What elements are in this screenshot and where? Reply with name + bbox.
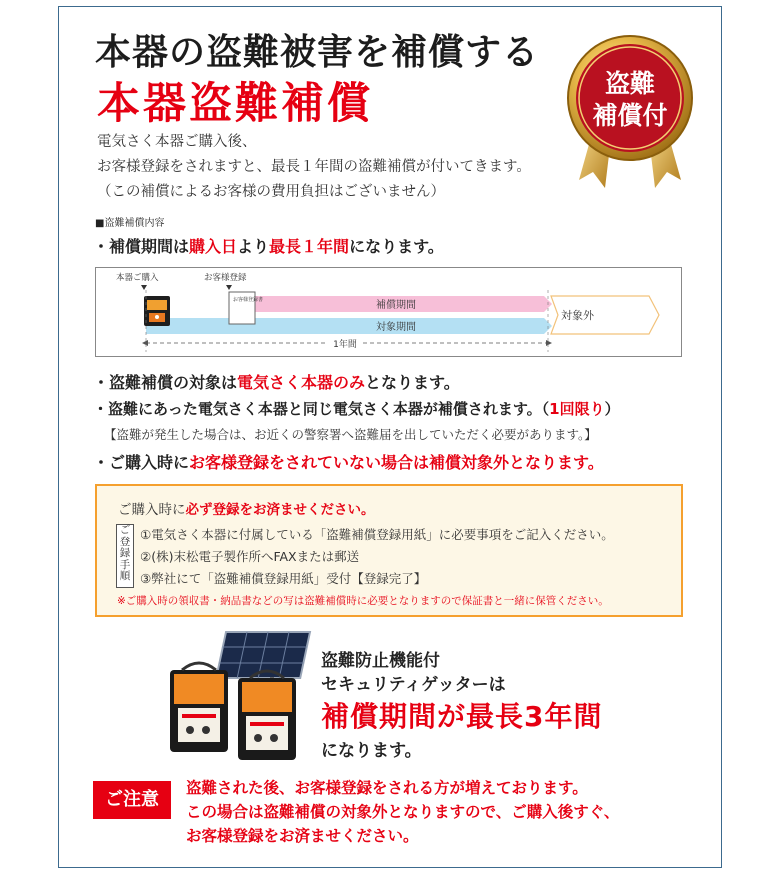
medal-line1: 盗難 [604, 69, 656, 98]
intro-text [97, 130, 531, 205]
procedure-heading [118, 498, 375, 518]
excluded-label: 対象外 [561, 309, 594, 322]
caution-line2: この場合は盗難補償の対象外となりますので、ご購入後すぐ、 [186, 803, 620, 821]
bullet3-prefix: ・盗難にあった電気さく本器と同じ電気さく本器が補償されます。（ [93, 400, 550, 418]
timeline-graphic [96, 268, 683, 358]
label-purchase: 本器ご購入 [116, 273, 159, 283]
bullet2-suffix: となります。 [365, 373, 460, 392]
bullet1-red2: 最長１年間 [269, 237, 350, 256]
solar-energizer-icon [166, 630, 316, 765]
purchase-marker-icon [141, 285, 147, 290]
bar-compensation-label: 補償期間 [376, 300, 416, 311]
bullet-registration-required [93, 450, 604, 473]
span-label: 1年間 [333, 340, 357, 350]
section-label: ■盗難補償内容 [95, 218, 165, 229]
medal-line2: 補償付 [592, 101, 668, 130]
doc-text: お客様登録書 [233, 297, 264, 303]
registration-procedure-box [95, 484, 683, 617]
security-big: 補償期間が最長3年間 [321, 700, 603, 733]
bar-target-label: 対象期間 [376, 322, 416, 333]
intro-line2: お客様登録をされますと、最長１年間の盗難補償が付いてきます。 [97, 159, 531, 175]
bullet1-suffix: になります。 [349, 237, 444, 256]
bullet4-prefix: ・ご購入時に [93, 453, 190, 472]
theft-compensation-medal [565, 20, 695, 190]
label-register: お客様登録 [204, 273, 247, 283]
bullet3-suffix: ） [604, 400, 620, 418]
security-line2: セキュリティゲッターは [321, 675, 506, 695]
heading-line1: 本器の盗難被害を補償する [95, 32, 540, 73]
bullet1-mid: より [237, 237, 270, 256]
bullet1-prefix: ・補償期間は [93, 237, 190, 256]
caution-line3: お客様登録をお済ませください。 [186, 827, 419, 845]
procedure-head-red: 必ず登録をお済ませください。 [185, 502, 375, 518]
bullet2-red: 電気さく本器のみ [237, 373, 366, 392]
procedure-footnote: ※ご購入時の領収書・納品書などの写は盗難補償時に必要となりますので保証書と一緒に保管ください。 [117, 595, 609, 607]
register-marker-icon [226, 285, 232, 290]
heading-line2: 本器盗難補償 [97, 79, 373, 129]
span-left-arrow-icon [142, 340, 148, 346]
procedure-side-label [116, 524, 134, 588]
timeline-diagram [95, 267, 682, 357]
medal-icon [565, 20, 695, 190]
bullet-target-scope [93, 370, 460, 393]
caution-badge: ご注意 [93, 781, 171, 819]
security-line3: になります。 [321, 741, 422, 761]
caution-text [186, 776, 619, 848]
bullet3-red: 1回限り [549, 400, 605, 418]
procedure-step-3: ③弊社にて「盗難補償登録用紙」受付【登録完了】 [140, 571, 427, 586]
bullet-replacement [93, 398, 620, 419]
span-right-arrow-icon [546, 340, 552, 346]
bullet2-prefix: ・盗難補償の対象は [93, 373, 238, 392]
bullet1-red1: 購入日 [189, 237, 238, 256]
security-getter-illustration [166, 630, 316, 765]
procedure-side-label-text: ご 登 録 手 順 [119, 524, 131, 582]
bullet-compensation-period [93, 234, 444, 257]
bullet4-red: お客様登録をされていない場合は補償対象外となります。 [189, 453, 604, 472]
procedure-head-prefix: ご購入時に [118, 502, 186, 518]
energizer-device-icon [144, 296, 170, 326]
target-bar [146, 318, 552, 334]
security-line1: 盗難防止機能付 [321, 651, 440, 671]
police-report-note: 【盗難が発生した場合は、お近くの警察署へ盗難届を出していただく必要があります。】 [104, 427, 597, 442]
procedure-step-2: ②(株)末松電子製作所へFAXまたは郵送 [140, 549, 360, 564]
procedure-step-1: ①電気さく本器に付属している「盗難補償登録用紙」に必要事項をご記入ください。 [140, 527, 614, 542]
intro-line3: （この補償によるお客様の費用負担はございません） [97, 184, 445, 200]
intro-line1: 電気さく本器ご購入後、 [97, 134, 257, 150]
caution-line1: 盗難された後、お客様登録をされる方が増えております。 [186, 779, 588, 797]
